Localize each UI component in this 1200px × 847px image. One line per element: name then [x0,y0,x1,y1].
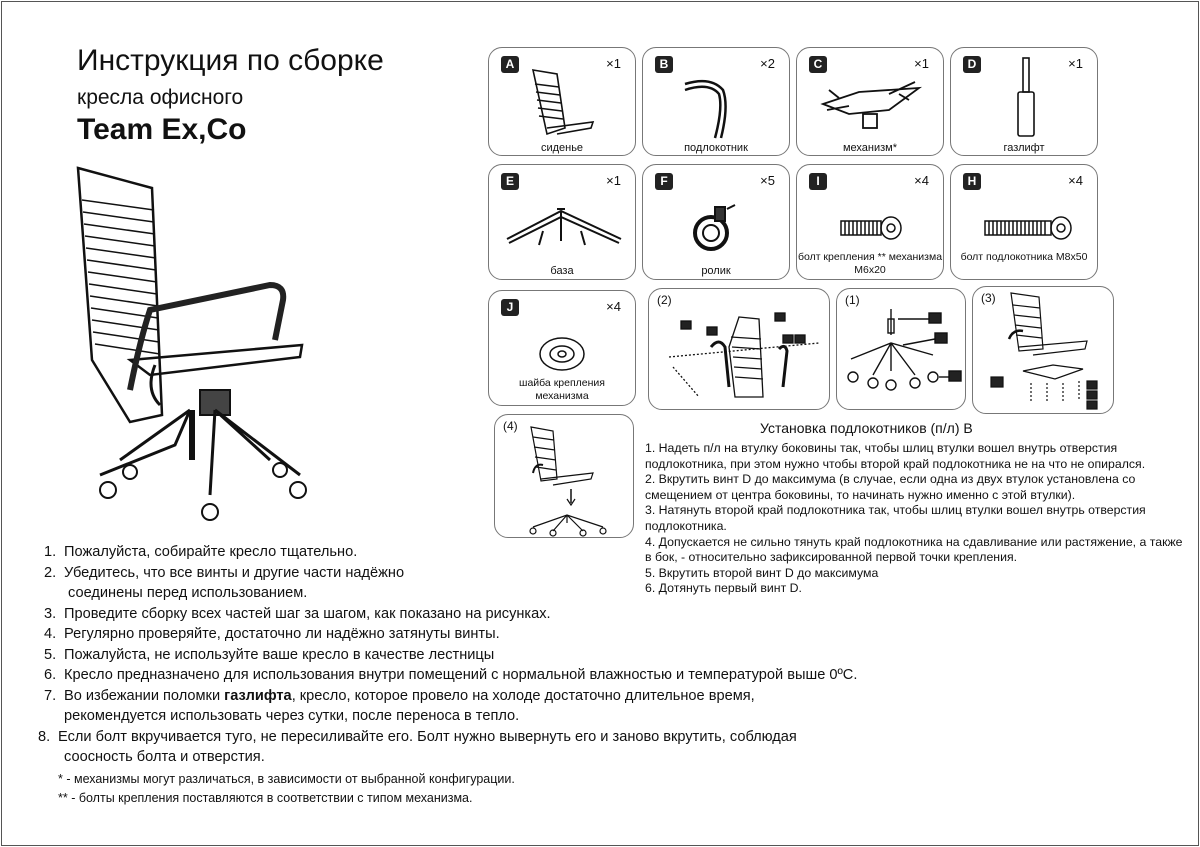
diagram-step-2 [648,288,830,410]
armrest-icon [681,76,751,142]
mechanism-icon [819,80,923,135]
part-card-d [950,47,1098,156]
seat-icon [527,66,597,138]
part-caption: база [550,265,574,277]
part-quantity: ×5 [760,173,775,188]
part-caption: болт подлокотника М8х50 [960,251,1088,263]
diagram-number: (4) [503,419,518,433]
part-letter: F [655,173,673,190]
instruction-item: 1. Пожалуйста, собирайте кресло тщательно. [44,544,358,560]
part-card-i [796,164,944,280]
diagram-step-3 [972,286,1114,414]
part-card-a [488,47,636,156]
part-letter: B [655,56,673,73]
part-quantity: ×1 [1068,56,1083,71]
washer-icon [537,335,587,373]
part-letter: I [809,173,827,190]
instruction-item: рекомендуется использовать через сутки, после переноса в тепло. [64,708,520,724]
part-letter: A [501,56,519,73]
instruction-item: 3. Проведите сборку всех частей шаг за шагом, как показано на рисунках. [44,605,551,622]
armrest-step: 2. Вкрутить винт D до максимума (в случае, если одна из двух втулок установлена со смещением от центра боковины, то начинать нужно именно с этой втулки). [645,472,1136,502]
instruction-item: 7. Во избежании поломки газлифта, кресло, которое провело на холоде достаточно длительное время, [44,687,755,704]
part-card-f [642,164,790,280]
part-letter: H [963,173,981,190]
part-quantity: ×4 [1068,173,1083,188]
doc-title: Инструкция по сборке [77,44,384,77]
footnote-mechanism: * - механизмы могут различаться, в зависимости от выбранной конфигурации. [58,772,515,786]
armrest-attach-diagram [659,307,823,407]
diagram-step-4 [494,414,634,538]
part-card-j [488,290,636,406]
diagram-step-1 [836,288,966,410]
part-quantity: ×1 [914,56,929,71]
part-card-e [488,164,636,280]
footnote-bolts: ** - болты крепления поставляются в соответствии с типом механизма. [58,791,473,805]
part-quantity: ×2 [760,56,775,71]
diagram-number: (3) [981,291,996,305]
doc-model-name: Team Ex,Co [77,113,247,146]
part-quantity: ×4 [606,299,621,314]
part-card-c [796,47,944,156]
instruction-item: соединены перед использованием. [68,585,308,601]
bolt-icon [981,215,1077,241]
part-caption: механизм* [842,142,898,154]
base-assembly-diagram [843,305,963,405]
part-quantity: ×1 [606,56,621,71]
armrest-step: 6. Дотянуть первый винт D. [645,581,802,596]
gaslift-emphasis: газлифта [224,687,292,704]
caster-icon [687,199,743,255]
mechanism-attach-diagram [983,291,1111,411]
part-caption: подлокотник [684,142,748,154]
part-caption: сиденье [540,142,584,154]
diagram-number: (1) [845,293,860,307]
part-letter: C [809,56,827,73]
armrest-step: 4. Допускается не сильно тянуть край подлокотника на сдавливание или растяжение, а также в бок, - относительно зафиксированной первой точки крепления. [645,534,1183,565]
part-letter: J [501,299,519,316]
bolt-icon [837,215,907,241]
armrest-section-title: Установка подлокотников (п/л) B [760,420,973,436]
instruction-item: 2. Убедитесь, что все винты и другие части надёжно [44,564,405,581]
instruction-item: соосность болта и отверстия. [64,749,265,765]
part-caption: болт крепления ** механизма М6х20 [797,251,943,276]
instruction-item: 8. Если болт вкручивается туго, не пересиливайте его. Болт нужно вывернуть его и заново вкрутить, соблюдая [38,728,797,745]
base-icon [503,201,625,251]
armrest-step: 1. Надеть п/л на втулку боковины так, чтобы шлиц втулки вошел внутрь отверстия подлокотника, при этом нужно чтобы второй край подлокотника не на что не опирался. [645,441,1146,471]
diagram-number: (2) [657,293,672,307]
instruction-item: 4. Регулярно проверяйте, достаточно ли надёжно затянуты винты. [44,626,500,642]
instruction-item: 5. Пожалуйста, не используйте ваше кресло в качестве лестницы [44,646,495,663]
office-chair-illustration [70,160,320,525]
gaslift-icon [1011,56,1041,140]
instruction-item: 6. Кресло предназначено для использования внутри помещений с нормальной влажностью и температурой выше 0ºС. [44,667,858,683]
part-caption: газлифт [1003,142,1045,154]
part-caption: ролик [701,265,731,277]
part-letter: D [963,56,981,73]
part-quantity: ×4 [914,173,929,188]
part-card-b [642,47,790,156]
doc-subtitle: кресла офисного [77,86,244,109]
part-card-h [950,164,1098,280]
general-instructions [38,542,904,768]
armrest-step: 3. Натянуть второй край подлокотника так, чтобы шлиц втулки вошел внутрь отверстия подлокотника. [645,503,1146,533]
part-quantity: ×1 [606,173,621,188]
part-caption: шайба крепления механизма [519,377,605,402]
final-assembly-diagram [523,423,623,537]
armrest-step: 5. Вкрутить второй винт D до максимума [645,565,879,580]
part-letter: E [501,173,519,190]
